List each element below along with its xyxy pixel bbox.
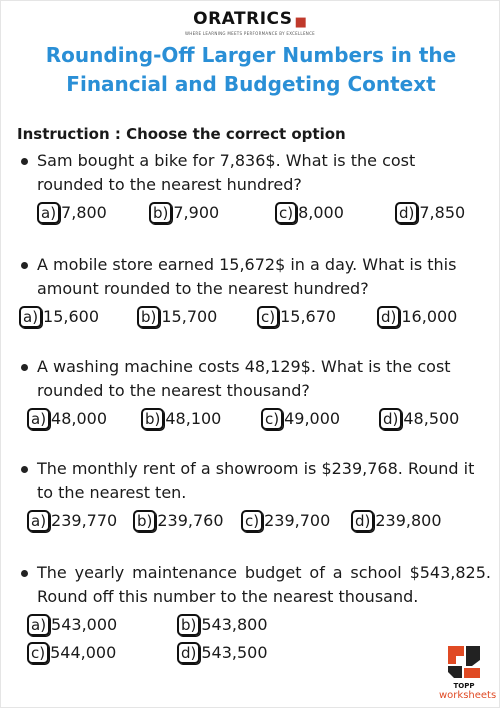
option-letter: c) (257, 306, 279, 328)
page-title (21, 41, 481, 99)
option-letter: a) (37, 202, 60, 224)
option-a[interactable] (19, 305, 99, 329)
option-c[interactable] (275, 201, 344, 225)
question-5 (17, 561, 491, 665)
question-2-text: A mobile store earned 15,672$ in a day. What is this amount rounded to the nearest hundred? (17, 253, 491, 301)
option-a[interactable] (37, 201, 107, 225)
logo-name: ORATRICS (193, 9, 293, 29)
topp-worksheets-logo (439, 642, 497, 701)
option-value: 543,800 (201, 615, 268, 634)
option-letter: b) (141, 408, 164, 430)
option-b[interactable] (141, 407, 221, 431)
option-d[interactable] (177, 641, 268, 665)
topp-logo-icon (442, 642, 486, 682)
option-value: 48,100 (165, 409, 222, 428)
question-4-text: The monthly rent of a showroom is $239,768. Round it to the nearest ten. (17, 457, 491, 505)
option-d[interactable] (377, 305, 457, 329)
option-letter: d) (377, 306, 400, 328)
question-1-text: Sam bought a bike for 7,836$. What is the cost rounded to the nearest hundred? (17, 149, 457, 197)
option-letter: c) (27, 642, 49, 664)
option-value: 7,900 (173, 203, 220, 222)
option-b[interactable] (177, 613, 268, 637)
option-b[interactable] (133, 509, 224, 533)
question-1 (17, 149, 491, 227)
option-letter: b) (149, 202, 172, 224)
option-c[interactable] (257, 305, 336, 329)
option-letter: c) (275, 202, 297, 224)
option-d[interactable] (395, 201, 465, 225)
question-4-options (17, 509, 491, 535)
title-line-1: Rounding-Off Larger Numbers in the (45, 43, 457, 67)
option-value: 239,800 (375, 511, 442, 530)
option-value: 544,000 (50, 643, 117, 662)
brand-top-text: TOPP (453, 682, 475, 690)
option-value: 239,700 (264, 511, 331, 530)
option-letter: a) (27, 408, 50, 430)
oratrics-logo (1, 9, 499, 36)
option-value: 49,000 (284, 409, 341, 428)
option-value: 48,000 (51, 409, 108, 428)
option-b[interactable] (137, 305, 217, 329)
option-value: 15,600 (43, 307, 100, 326)
option-letter: c) (261, 408, 283, 430)
option-c[interactable] (27, 641, 116, 665)
option-d[interactable] (379, 407, 459, 431)
option-letter: b) (177, 614, 200, 636)
option-letter: a) (27, 614, 50, 636)
option-value: 543,500 (201, 643, 268, 662)
option-letter: d) (351, 510, 374, 532)
question-3 (17, 355, 491, 433)
option-value: 239,760 (157, 511, 224, 530)
option-letter: d) (177, 642, 200, 664)
option-value: 8,000 (298, 203, 344, 222)
option-value: 15,670 (280, 307, 337, 326)
option-b[interactable] (149, 201, 219, 225)
option-a[interactable] (27, 407, 107, 431)
option-letter: d) (395, 202, 418, 224)
option-letter: d) (379, 408, 402, 430)
question-3-text: A washing machine costs 48,129$. What is the cost rounded to the nearest thousand? (17, 355, 491, 403)
question-3-options (17, 407, 491, 433)
question-5-options (17, 613, 491, 665)
question-2-options (17, 305, 491, 331)
instruction-text: Instruction : Choose the correct option (17, 125, 346, 143)
option-a[interactable] (27, 613, 117, 637)
option-d[interactable] (351, 509, 442, 533)
question-2 (17, 253, 491, 331)
option-value: 543,000 (51, 615, 118, 634)
title-line-2: Financial and Budgeting Context (66, 72, 436, 96)
option-c[interactable] (241, 509, 330, 533)
option-value: 15,700 (161, 307, 218, 326)
option-letter: a) (27, 510, 50, 532)
brand-bottom-text: worksheets (439, 690, 497, 701)
option-letter: b) (137, 306, 160, 328)
option-value: 7,850 (419, 203, 466, 222)
option-letter: a) (19, 306, 42, 328)
question-1-options (17, 201, 491, 227)
option-letter: c) (241, 510, 263, 532)
question-5-text: The yearly maintenance budget of a school $543,825. Round off this number to the nearest thousand. (17, 561, 491, 609)
option-value: 48,500 (403, 409, 460, 428)
question-4 (17, 457, 491, 535)
option-value: 7,800 (61, 203, 107, 222)
teacher-icon: ■ (294, 15, 307, 30)
option-value: 16,000 (401, 307, 458, 326)
logo-tagline: WHERE LEARNING MEETS PERFORMANCE BY EXCELLENCE (185, 31, 315, 36)
option-letter: b) (133, 510, 156, 532)
option-value: 239,770 (51, 511, 118, 530)
option-c[interactable] (261, 407, 340, 431)
option-a[interactable] (27, 509, 117, 533)
